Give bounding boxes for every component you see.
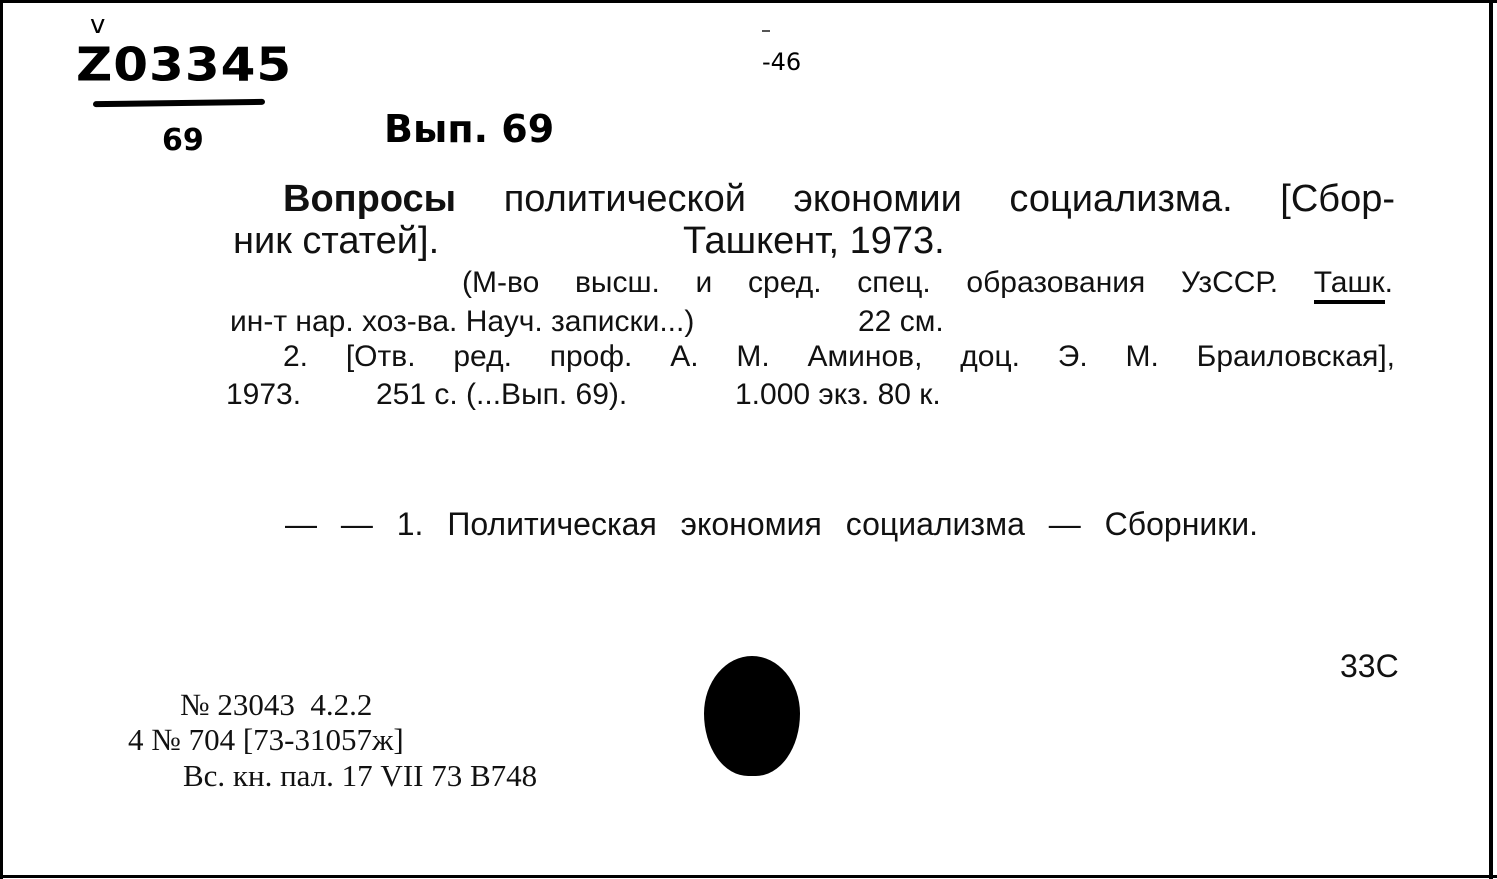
punch-hole bbox=[704, 656, 800, 776]
title-continuation: ник статей]. bbox=[233, 220, 440, 262]
book-size: 22 см. bbox=[858, 305, 944, 338]
publication-place-year: Ташкент, 1973. bbox=[683, 220, 945, 262]
card-edge-top bbox=[0, 0, 1497, 3]
series-line-1 bbox=[462, 268, 1393, 298]
volume-editors-line: 2. [Отв. ред. проф. А. М. Аминов, доц. Э. М. Браиловская], bbox=[283, 340, 1395, 373]
series-text: (М-во высш. и сред. спец. образования УзССР. bbox=[462, 266, 1314, 299]
title-first-word: Вопросы bbox=[283, 178, 457, 220]
handwritten-volume-number: 69 bbox=[162, 123, 204, 158]
handwritten-shelf-code: Z03345 bbox=[76, 38, 293, 92]
footer-line-2: 4 № 704 [73-31057ж] bbox=[128, 722, 404, 757]
handwritten-issue-note: Вып. 69 bbox=[384, 107, 555, 151]
series-end: . bbox=[1384, 266, 1393, 299]
volume-year: 1973. bbox=[226, 378, 302, 411]
subject-heading: — — 1. Политическая экономия социализма — Сборники. bbox=[285, 506, 1258, 542]
handwritten-check-mark: v bbox=[90, 10, 106, 40]
card-edge-left bbox=[0, 0, 3, 879]
handwritten-mark bbox=[762, 30, 770, 32]
volume-pages: 251 с. (...Вып. 69). bbox=[376, 378, 628, 411]
card-edge-right bbox=[1489, 0, 1493, 879]
print-run-price: 1.000 экз. 80 к. bbox=[735, 378, 941, 411]
title-rest: политической экономии социализма. [Сбор- bbox=[456, 178, 1395, 220]
handwritten-top-note: -46 bbox=[762, 48, 802, 76]
title-line bbox=[283, 180, 1395, 218]
classification-code: 33С bbox=[1340, 648, 1399, 684]
card-edge-bottom bbox=[0, 875, 1497, 878]
series-underlined-word: Ташк bbox=[1314, 266, 1385, 304]
footer-line-3: Вс. кн. пал. 17 VII 73 В748 bbox=[183, 758, 538, 793]
series-line-2: ин-т нар. хоз-ва. Науч. записки...) bbox=[230, 305, 695, 338]
handwritten-underline bbox=[93, 99, 265, 107]
footer-line-1: № 23043 4.2.2 bbox=[180, 687, 373, 722]
